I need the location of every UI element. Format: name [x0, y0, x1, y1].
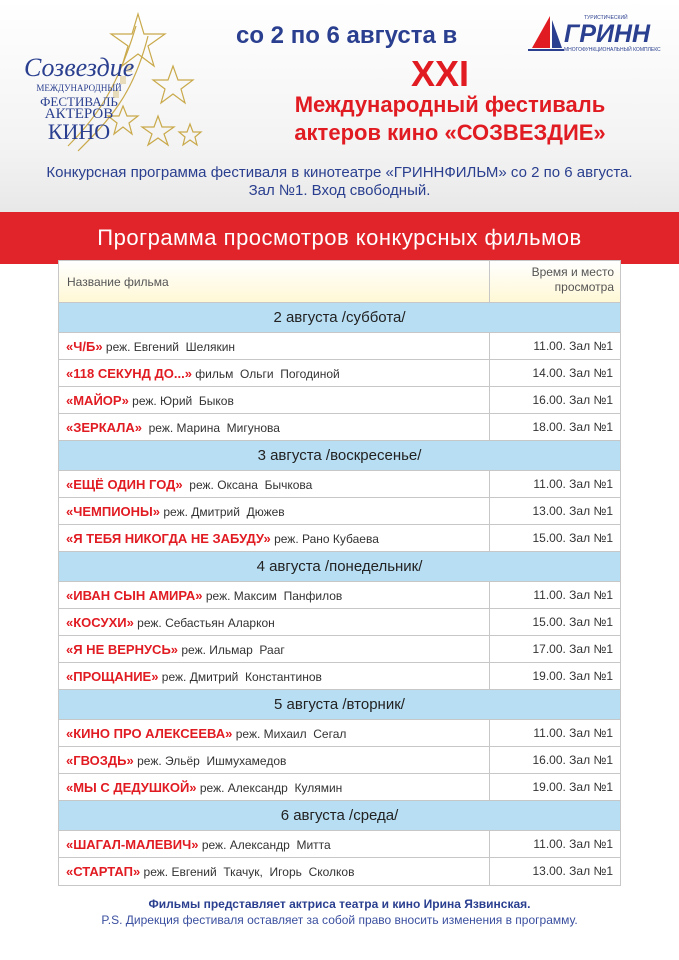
screening-time: 11.00. Зал №1 [533, 837, 613, 851]
sponsor-name: ГРИНН [564, 20, 651, 48]
film-cell [59, 831, 490, 857]
column-header-time-line-1: Время и место [531, 265, 614, 279]
film-title: «КОСУХИ» [66, 615, 134, 630]
logo-line-1: МЕЖДУНАРОДНЫЙ [36, 83, 122, 93]
table-row [59, 636, 620, 663]
film-credit: реж. Ильмар Рааг [178, 643, 285, 657]
header [0, 0, 679, 212]
screening-time: 13.00. Зал №1 [532, 864, 613, 878]
screening-time: 18.00. Зал №1 [532, 420, 613, 434]
film-title: «СТАРТАП» [66, 864, 141, 879]
festival-title-line-1: Международный фестиваль [294, 92, 606, 117]
film-title: «ПРОЩАНИЕ» [66, 669, 159, 684]
table-row [59, 774, 620, 801]
column-header-film: Название фильма [59, 261, 490, 302]
film-credit: реж. Дмитрий Константинов [158, 670, 322, 684]
film-cell [59, 360, 490, 386]
footer-disclaimer: P.S. Дирекция фестиваля оставляет за собой право вносить изменения в программу. [101, 913, 578, 927]
film-cell [59, 333, 490, 359]
sponsor-bottom-text: МНОГОФУНКЦИОНАЛЬНЫЙ КОМПЛЕКС [564, 47, 661, 53]
film-credit: реж. Александр Митта [198, 838, 331, 852]
edition-number: XXI [410, 53, 470, 94]
festival-title-line-2: актеров кино «СОЗВЕЗДИЕ» [294, 120, 606, 145]
column-header-time [490, 261, 620, 302]
film-title: «МЫ С ДЕДУШКОЙ» [66, 780, 197, 795]
date-line: со 2 по 6 августа в [236, 22, 458, 49]
footer-presenter: Фильмы представляет актриса театра и кино Ирина Язвинская. [148, 897, 531, 911]
film-title: «ЗЕРКАЛА» [66, 420, 142, 435]
film-credit: реж. Рано Кубаева [270, 532, 379, 546]
film-title: «ШАГАЛ-МАЛЕВИЧ» [66, 837, 199, 852]
film-cell [59, 582, 490, 608]
film-title: «ИВАН СЫН АМИРА» [66, 588, 203, 603]
film-credit: реж. Александр Кулямин [196, 781, 343, 795]
film-cell [59, 858, 490, 885]
screening-time: 15.00. Зал №1 [532, 615, 613, 629]
screening-time: 14.00. Зал №1 [532, 366, 613, 380]
table-row [59, 498, 620, 525]
screening-time: 16.00. Зал №1 [532, 393, 613, 407]
film-title: «ЕЩЁ ОДИН ГОД» [66, 477, 183, 492]
film-credit: фильм Ольги Погодиной [191, 367, 340, 381]
logo-line-4: КИНО [47, 119, 111, 144]
film-cell [59, 663, 490, 689]
program-banner-title: Программа просмотров конкурсных фильмов [97, 225, 582, 250]
screening-time: 19.00. Зал №1 [532, 669, 613, 683]
film-credit: реж. Марина Мигунова [141, 421, 280, 435]
info-line-2: Зал №1. Вход свободный. [248, 182, 431, 199]
film-cell [59, 387, 490, 413]
film-credit: реж. Эльёр Ишмухамедов [133, 754, 287, 768]
table-header [59, 261, 620, 303]
film-cell [59, 525, 490, 551]
screening-time: 17.00. Зал №1 [532, 642, 613, 656]
film-cell [59, 609, 490, 635]
table-row [59, 609, 620, 636]
table-row [59, 525, 620, 552]
day-header: 3 августа /воскресенье/ [59, 441, 620, 471]
film-cell [59, 414, 490, 440]
schedule-table [58, 260, 621, 886]
film-title: «КИНО ПРО АЛЕКСЕЕВА» [66, 726, 233, 741]
screening-time: 16.00. Зал №1 [532, 753, 613, 767]
logo-line-2: ФЕСТИВАЛЬ [40, 94, 118, 109]
info-line-1: Конкурсная программа фестиваля в кинотеатре «ГРИННФИЛЬМ» со 2 по 6 августа. [46, 164, 633, 181]
screening-time: 13.00. Зал №1 [532, 504, 613, 518]
film-credit: реж. Михаил Сегал [232, 727, 347, 741]
film-cell [59, 774, 490, 800]
sponsor-logo [528, 14, 661, 54]
table-row [59, 360, 620, 387]
table-row [59, 747, 620, 774]
film-credit: реж. Юрий Быков [128, 394, 234, 408]
table-row [59, 333, 620, 360]
screening-time: 11.00. Зал №1 [533, 477, 613, 491]
film-cell [59, 471, 490, 497]
film-title: «118 СЕКУНД ДО...» [66, 366, 192, 381]
film-title: «Ч/Б» [66, 339, 103, 354]
day-header: 6 августа /среда/ [59, 801, 620, 831]
film-title: «ЧЕМПИОНЫ» [66, 504, 161, 519]
film-title: «Я НЕ ВЕРНУСЬ» [66, 642, 179, 657]
film-title: «Я ТЕБЯ НИКОГДА НЕ ЗАБУДУ» [66, 531, 271, 546]
day-header: 5 августа /вторник/ [59, 690, 620, 720]
day-header: 4 августа /понедельник/ [59, 552, 620, 582]
film-credit: реж. Дмитрий Дюжев [160, 505, 285, 519]
film-cell [59, 720, 490, 746]
screening-time: 11.00. Зал №1 [533, 339, 613, 353]
film-cell [59, 498, 490, 524]
sponsor-top-text: ТУРИСТИЧЕСКИЙ [584, 15, 628, 21]
film-title: «МАЙОР» [66, 393, 129, 408]
logo-line-3: АКТЕРОВ [44, 106, 114, 122]
table-row [59, 720, 620, 747]
film-credit: реж. Себастьян Аларкон [133, 616, 275, 630]
screening-time: 15.00. Зал №1 [532, 531, 613, 545]
film-credit: реж. Оксана Бычкова [182, 478, 313, 492]
film-cell [59, 747, 490, 773]
film-credit: реж. Евгений Шелякин [102, 340, 236, 354]
column-header-time-line-2: просмотра [554, 280, 614, 294]
screening-time: 11.00. Зал №1 [533, 726, 613, 740]
screening-time: 11.00. Зал №1 [533, 588, 613, 602]
screening-time: 19.00. Зал №1 [532, 780, 613, 794]
table-row [59, 387, 620, 414]
sail-icon [528, 14, 564, 52]
film-title: «ГВОЗДЬ» [66, 753, 134, 768]
logo-title: Созвездие [24, 53, 135, 82]
table-row [59, 582, 620, 609]
table-row [59, 858, 620, 885]
film-credit: реж. Евгений Ткачук, Игорь Сколков [140, 865, 355, 879]
table-row [59, 663, 620, 690]
film-credit: реж. Максим Панфилов [202, 589, 343, 603]
table-row [59, 831, 620, 858]
table-row [59, 414, 620, 441]
table-row [59, 471, 620, 498]
day-header: 2 августа /суббота/ [59, 303, 620, 333]
film-cell [59, 636, 490, 662]
festival-logo [8, 6, 208, 156]
